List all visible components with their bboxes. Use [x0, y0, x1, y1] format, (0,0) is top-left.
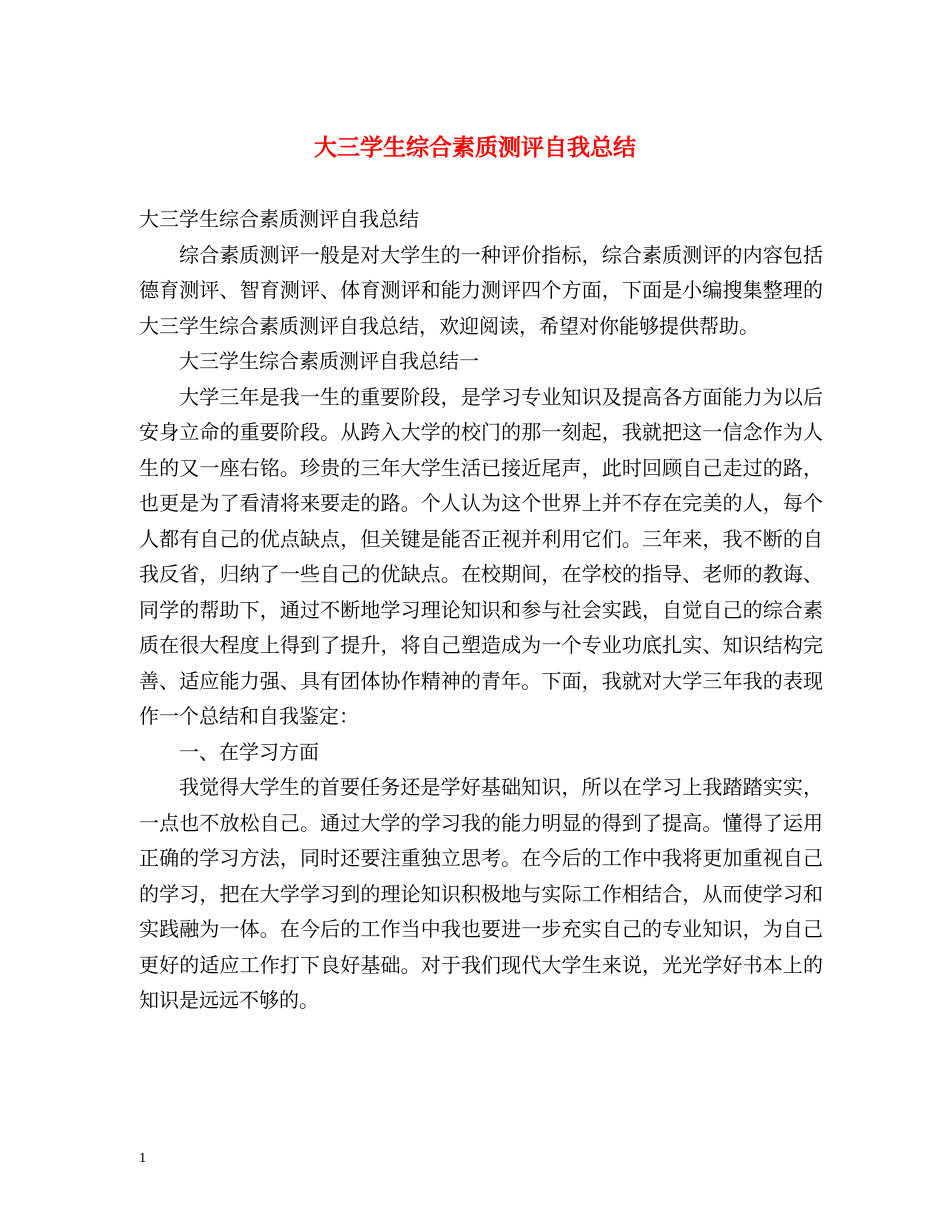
- document-body: [139, 202, 823, 1019]
- paragraph: 大三学生综合素质测评自我总结: [139, 207, 419, 231]
- paragraph: 综合素质测评一般是对大学生的一种评价指标，综合素质测评的内容包括德育测评、智育测评、体育测评和能力测评四个方面，下面是小编搜集整理的大三学生综合素质测评自我总结，欢迎阅读，希望对你能够提供帮助。: [139, 242, 823, 338]
- paragraph: 我觉得大学生的首要任务还是学好基础知识，所以在学习上我踏踏实实，一点也不放松自己。通过大学的学习我的能力明显的得到了提高。懂得了运用正确的学习方法，同时还要注重独立思考。在今后的工作中我将更加重视自己的学习，把在大学学习到的理论知识积极地与实际工作相结合，从而使学习和实践融为一体。在今后的工作当中我也要进一步充实自己的专业知识，为自己更好的适应工作打下良好基础。对于我们现代大学生来说，光光学好书本上的知识是远远不够的。: [139, 775, 823, 1012]
- paragraph: 一、在学习方面: [179, 739, 319, 764]
- document-title: 大三学生综合素质测评自我总结: [314, 134, 636, 161]
- page-number: 1: [139, 1151, 147, 1165]
- paragraph: 大三学生综合素质测评自我总结一: [179, 349, 479, 373]
- paragraph: 大学三年是我一生的重要阶段，是学习专业知识及提高各方面能力为以后安身立命的重要阶段。从跨入大学的校门的那一刻起，我就把这一信念作为人生的又一座右铭。珍贵的三年大学生活已接近尾声，此时回顾自己走过的路，也更是为了看清将来要走的路。个人认为这个世界上并不存在完美的人，每个人都有自己的优点缺点，但关键是能否正视并利用它们。三年来，我不断的自我反省，归纳了一些自己的优缺点。在校期间，在学校的指导、老师的教诲、同学的帮助下，通过不断地学习理论知识和参与社会实践，自觉自己的综合素质在很大程度上得到了提升，将自己塑造成为一个专业功底扎实、知识结构完善、适应能力强、具有团体协作精神的青年。下面，我就对大学三年我的表现作一个总结和自我鉴定：: [139, 384, 823, 728]
